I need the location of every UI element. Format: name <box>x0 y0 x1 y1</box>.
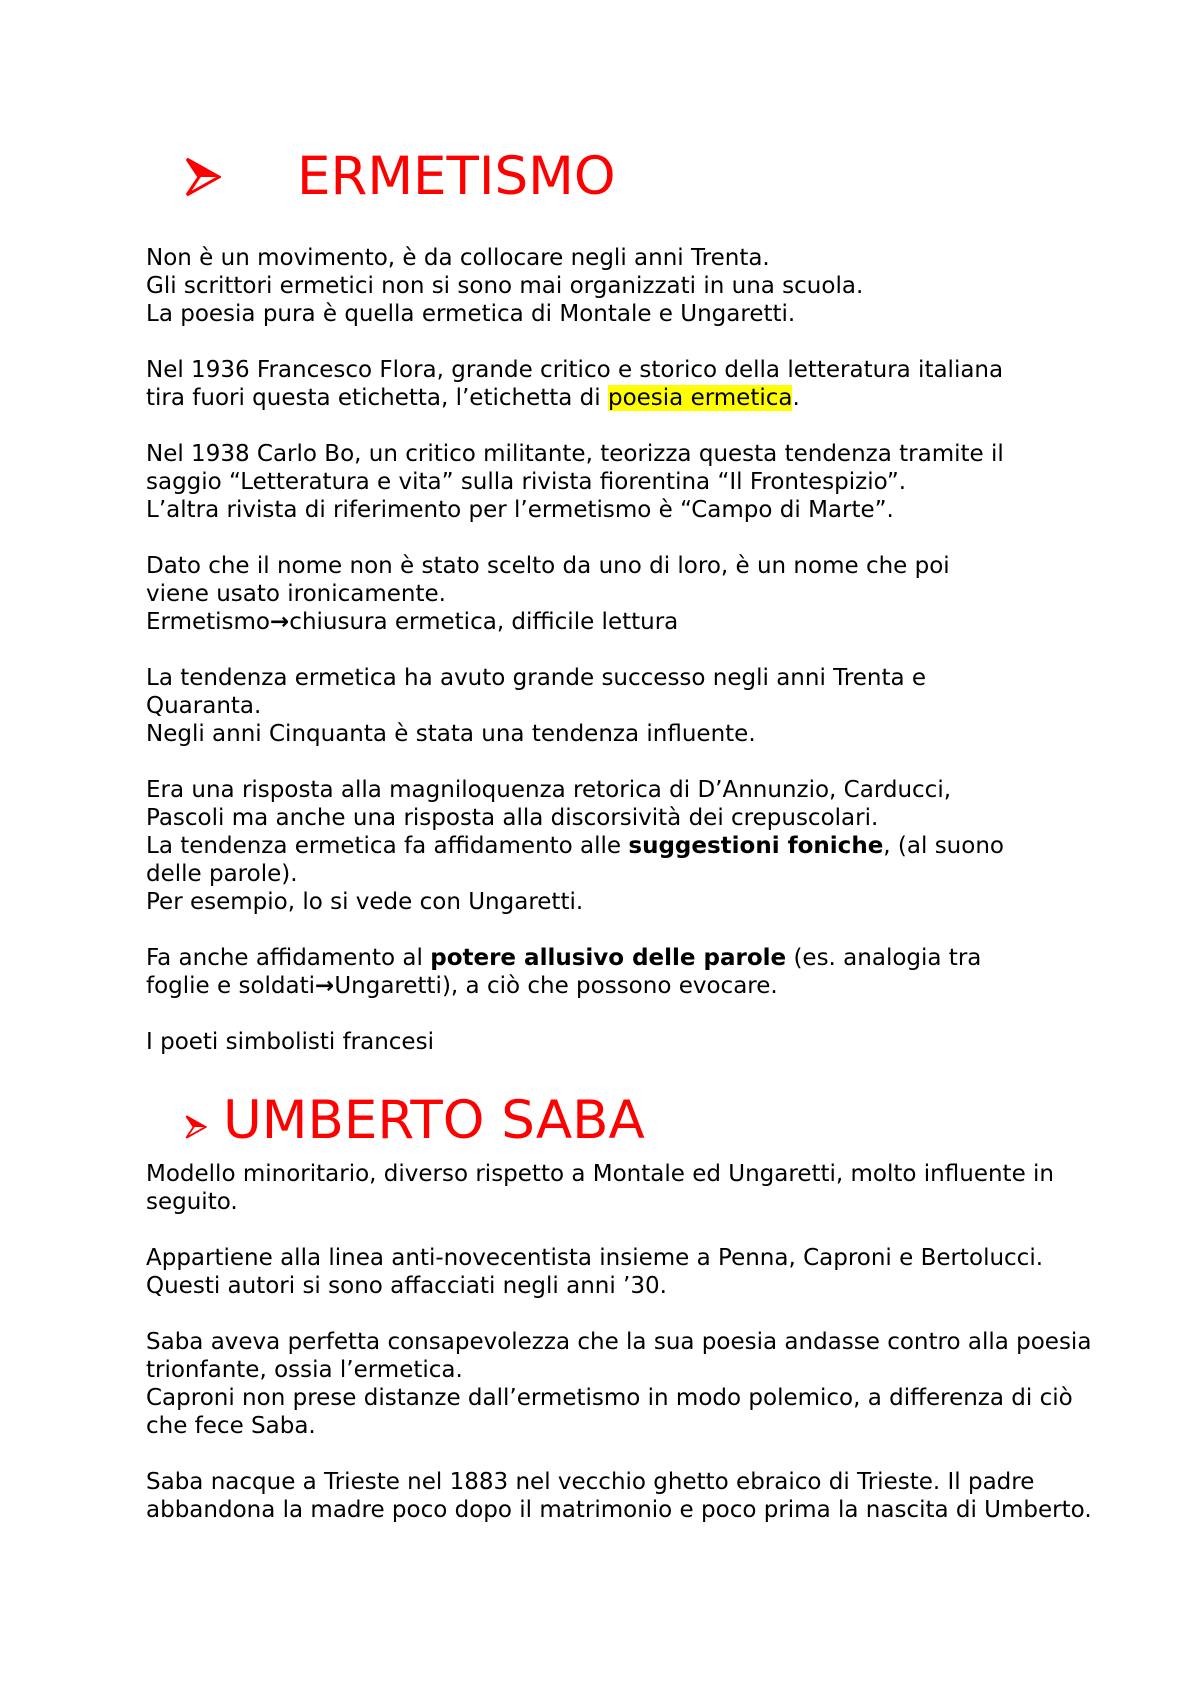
text-line: Modello minoritario, diverso rispetto a Montale ed Ungaretti, molto influente in <box>146 1161 1054 1187</box>
text-line: I poeti simbolisti francesi <box>146 1029 434 1055</box>
text-line: Saba nacque a Trieste nel 1883 nel vecchio ghetto ebraico di Trieste. Il padre <box>146 1469 1035 1495</box>
text-segment: Ermetismo <box>146 609 271 635</box>
text-line: seguito. <box>146 1189 238 1215</box>
paragraph <box>146 440 1156 524</box>
paragraph <box>146 552 1156 636</box>
text-segment: Fa anche affidamento al <box>146 945 431 971</box>
right-arrow-icon: → <box>270 609 290 635</box>
text-line: Non è un movimento, è da collocare negli anni Trenta. <box>146 245 770 271</box>
paragraph <box>146 1328 1156 1440</box>
text-segment: La tendenza ermetica fa affidamento alle <box>146 833 629 859</box>
text-segment: foglie e soldati <box>146 973 316 999</box>
arrowhead-bullet-icon <box>185 1115 207 1139</box>
text-segment: (es. analogia tra <box>786 945 982 971</box>
text-line: Era una risposta alla magniloquenza retorica di D’Annunzio, Carducci, <box>146 777 952 803</box>
text-line: Caproni non prese distanze dall’ermetismo in modo polemico, a differenza di ciò <box>146 1385 1073 1411</box>
text-line: L’altra rivista di riferimento per l’ermetismo è “Campo di Marte”. <box>146 497 894 523</box>
text-line: Negli anni Cinquanta è stata una tendenza influente. <box>146 721 756 747</box>
paragraph <box>146 356 1156 412</box>
paragraph <box>146 664 1156 748</box>
text-line: Appartiene alla linea anti-novecentista insieme a Penna, Caproni e Bertolucci. <box>146 1245 1044 1271</box>
text-line: viene usato ironicamente. <box>146 581 446 607</box>
section-ermetismo-body <box>146 244 1156 1056</box>
heading-ermetismo <box>185 146 616 207</box>
paragraph <box>146 244 1156 328</box>
text-line: Nel 1938 Carlo Bo, un critico militante, teorizza questa tendenza tramite il <box>146 441 1004 467</box>
text-line: delle parole). <box>146 861 298 887</box>
bold-text: suggestioni foniche <box>628 833 884 859</box>
heading-title: ERMETISMO <box>297 146 616 207</box>
highlighted-text: poesia ermetica <box>607 385 793 411</box>
heading-umberto-saba <box>185 1090 645 1151</box>
text-line: saggio “Letteratura e vita” sulla rivista fiorentina “Il Frontespizio”. <box>146 469 907 495</box>
paragraph <box>146 1468 1156 1524</box>
text-segment: chiusura ermetica, difficile lettura <box>289 609 679 635</box>
text-segment: , (al suono <box>883 833 1004 859</box>
text-line: Nel 1936 Francesco Flora, grande critico e storico della letteratura italiana <box>146 357 1004 383</box>
text-line: Saba aveva perfetta consapevolezza che la sua poesia andasse contro alla poesia <box>146 1329 1092 1355</box>
paragraph <box>146 776 1156 916</box>
text-line: trionfante, ossia l’ermetica. <box>146 1357 463 1383</box>
paragraph <box>146 944 1156 1000</box>
text-segment: Ungaretti), a ciò che possono evocare. <box>334 973 778 999</box>
text-line: Pascoli ma anche una risposta alla discorsività dei crepuscolari. <box>146 805 879 831</box>
text-line: Questi autori si sono affacciati negli anni ’30. <box>146 1273 667 1299</box>
text-line: che fece Saba. <box>146 1413 316 1439</box>
text-line: La tendenza ermetica ha avuto grande successo negli anni Trenta e <box>146 665 927 691</box>
text-line: Dato che il nome non è stato scelto da uno di loro, è un nome che poi <box>146 553 950 579</box>
text-line: abbandona la madre poco dopo il matrimonio e poco prima la nascita di Umberto. <box>146 1497 1092 1523</box>
text-line: Quaranta. <box>146 693 262 719</box>
paragraph <box>146 1028 1156 1056</box>
text-line: La poesia pura è quella ermetica di Montale e Ungaretti. <box>146 301 796 327</box>
heading-title: UMBERTO SABA <box>223 1090 645 1151</box>
right-arrow-icon: → <box>315 973 335 999</box>
text-line: Gli scrittori ermetici non si sono mai organizzati in una scuola. <box>146 273 864 299</box>
arrowhead-bullet-icon <box>185 157 221 197</box>
bold-text: potere allusivo delle parole <box>430 945 787 971</box>
paragraph <box>146 1160 1156 1216</box>
text-segment: . <box>792 385 800 411</box>
text-line: Per esempio, lo si vede con Ungaretti. <box>146 889 584 915</box>
section-saba-body <box>146 1160 1156 1524</box>
paragraph <box>146 1244 1156 1300</box>
text-segment: tira fuori questa etichetta, l’etichetta di <box>146 385 608 411</box>
